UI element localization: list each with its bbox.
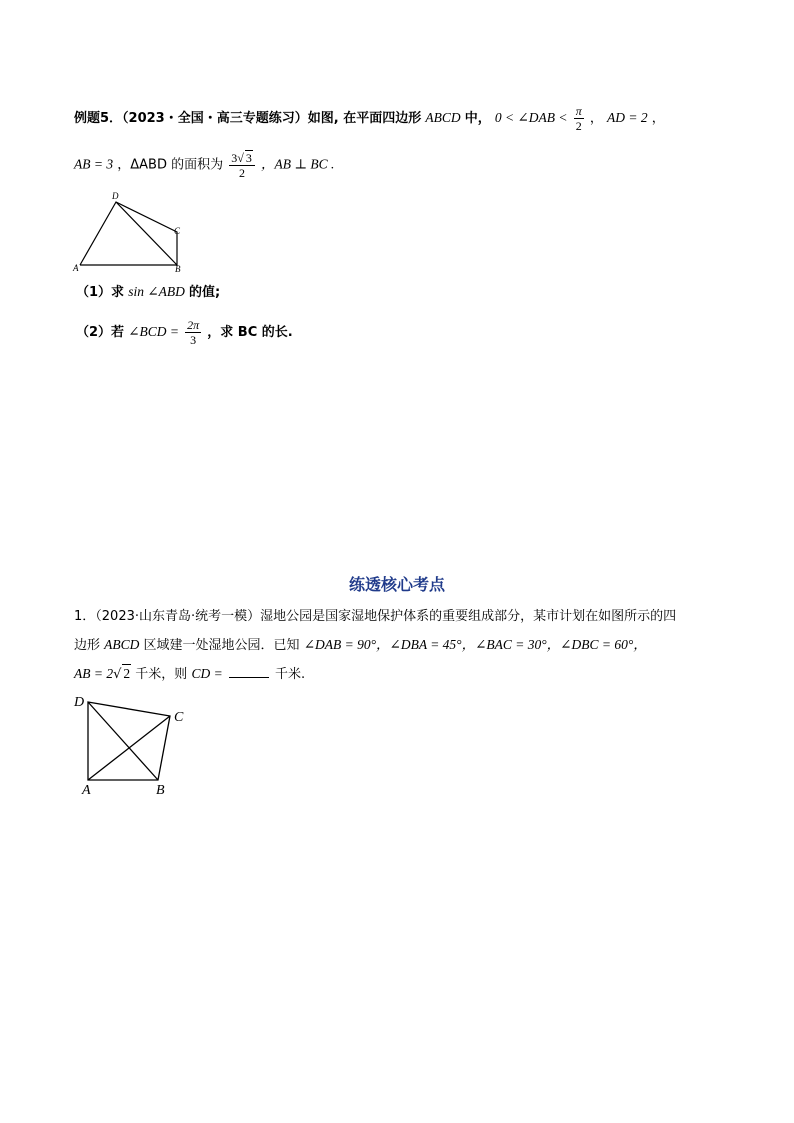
fraction-numerator: 3√ 3 xyxy=(229,150,255,166)
pi-over-2-fraction xyxy=(574,104,584,133)
ad-value: AD = 2 xyxy=(607,110,648,125)
question-1-math: sin ∠ABD xyxy=(128,284,185,299)
question-1 xyxy=(76,283,220,302)
sqrt-radicand: 2 xyxy=(123,666,131,681)
section-title: 练透核心考点 xyxy=(348,575,445,594)
perpendicular-condition: ，AB ⊥ BC . xyxy=(260,156,335,172)
vertex-label-c: C xyxy=(174,226,181,236)
problem1-ab-value: AB = 2 xyxy=(74,666,114,681)
quadrilateral-figure-1 xyxy=(70,190,190,276)
ab-value: AB = 3 xyxy=(74,156,114,172)
vertex-label-d: D xyxy=(74,695,85,710)
fraction-denominator: 3 xyxy=(190,333,197,347)
example5-line2 xyxy=(74,150,334,180)
example5-zhong: 中， xyxy=(464,111,491,126)
question-1-prefix: （1）求 xyxy=(76,285,125,300)
problem1-unit-text: 千米，则 xyxy=(135,667,188,682)
vertex-label-a: A xyxy=(82,783,91,798)
example5-shape: ABCD xyxy=(425,110,461,125)
fraction-denominator: 2 xyxy=(575,119,582,133)
problem1-text: 1．（2023·山东青岛·统考一模）湿地公园是国家湿地保护体系的重要组成部分，某市计划在如图所示的四 xyxy=(74,609,677,624)
problem1-prefix: 边形 xyxy=(74,638,101,653)
angle-condition: 0 < ∠DAB < xyxy=(494,110,568,125)
separator: ， xyxy=(651,111,665,126)
question-2-suffix: ，求 BC 的长. xyxy=(207,325,293,340)
two-pi-over-3-fraction xyxy=(185,318,201,347)
problem1-angle-conditions: ∠DAB = 90°，∠DBA = 45°，∠BAC = 30°，∠DBC = 60°， xyxy=(303,637,647,652)
problem1-line2 xyxy=(74,636,647,655)
question-2 xyxy=(76,318,293,347)
problem1-line3: AB = 2√ 2 千米，则 CD = 千米. xyxy=(74,666,306,682)
problem1-cd-label: CD = xyxy=(191,666,223,681)
vertex-label-a: A xyxy=(73,263,79,273)
vertex-label-b: B xyxy=(156,783,165,798)
question-2-angle: ∠BCD = xyxy=(128,324,179,339)
fraction-numerator: 2π xyxy=(187,318,200,332)
fraction-numerator: π xyxy=(575,104,582,118)
problem1-tail: 千米. xyxy=(274,667,306,682)
area-fraction xyxy=(229,150,255,180)
problem1-line1 xyxy=(74,608,676,626)
vertex-label-d: D xyxy=(112,191,119,201)
triangle-area-text: ，ΔABD 的面积为 xyxy=(117,157,224,173)
example5-label: 例题5．（2023・全国・高三专题练习）如图, 在平面四边形 xyxy=(74,111,422,126)
question-1-suffix: 的值; xyxy=(189,285,221,300)
example5-line1 xyxy=(74,104,665,133)
question-2-prefix: （2）若 xyxy=(76,325,125,340)
separator: ， xyxy=(589,111,603,126)
vertex-label-c: C xyxy=(174,710,184,725)
fraction-denominator: 2 xyxy=(239,166,246,180)
quadrilateral-figure-2 xyxy=(70,690,200,800)
answer-blank[interactable] xyxy=(229,665,269,678)
problem1-continuation: 区域建一处湿地公园．已知 xyxy=(143,638,300,653)
vertex-label-b: B xyxy=(175,264,181,274)
problem1-shape: ABCD xyxy=(104,637,140,652)
